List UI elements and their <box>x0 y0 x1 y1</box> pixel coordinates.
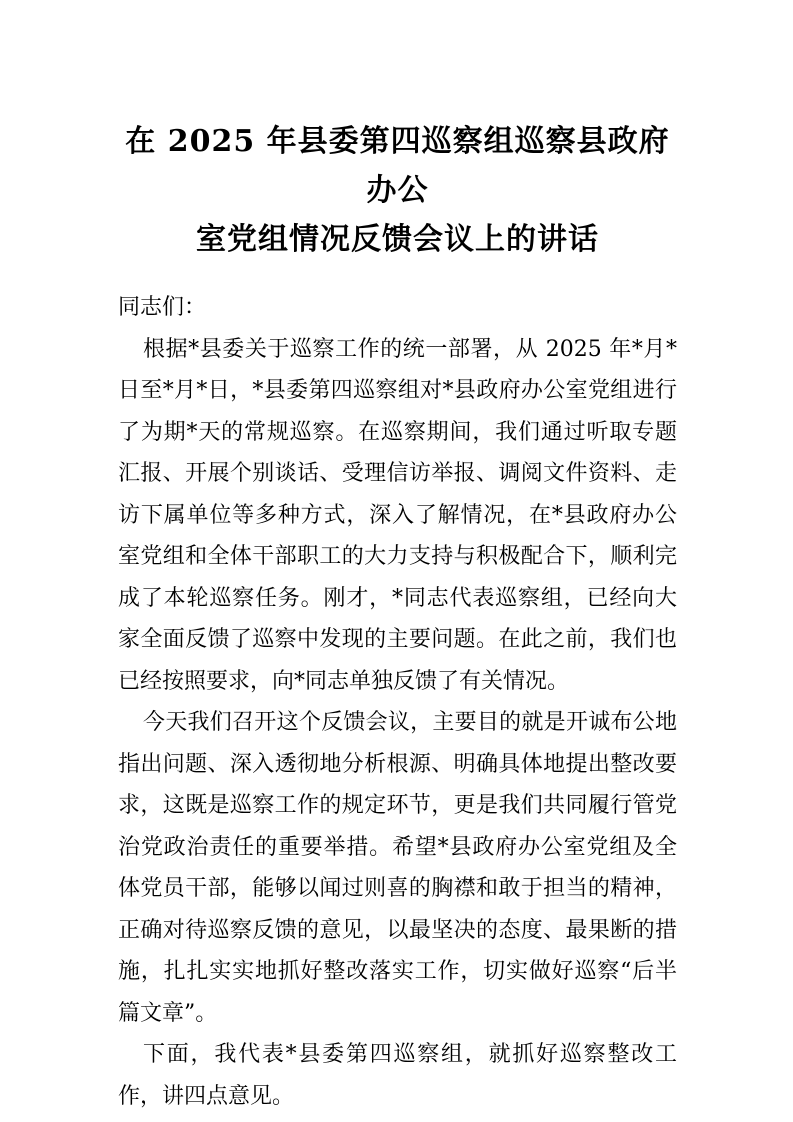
document-title <box>118 117 677 264</box>
document-title-line-1: 在 2025 年县委第四巡察组巡察县政府办公 <box>125 124 670 208</box>
document-title-line-2: 室党组情况反馈会议上的讲话 <box>196 222 599 257</box>
paragraph-2: 今天我们召开这个反馈会议，主要目的就是开诚布公地指出问题、深入透彻地分析根源、明确具体地提出整改要求，这既是巡察工作的规定环节，更是我们共同履行管党治党政治责任的重要举措。希望*县政府办公室党组及全体党员干部，能够以闻过则喜的胸襟和敢于担当的精神，正确对待巡察反馈的意见，以最坚决的态度、最果断的措施，扎扎实实地抓好整改落实工作，切实做好巡察“后半篇文章”。 <box>118 710 677 1026</box>
paragraph-3: 下面，我代表*县委第四巡察组，就抓好巡察整改工作，讲四点意见。 <box>118 1042 677 1109</box>
salutation: 同志们： <box>118 295 207 320</box>
paragraph-1: 根据*县委关于巡察工作的统一部署，从 2025 年*月*日至*月*日，*县委第四巡察组对*县政府办公室党组进行了为期*天的常规巡察。在巡察期间，我们通过听取专题汇报、开展个别谈话、受理信访举报、调阅文件资料、走访下属单位等多种方式，深入了解情况，在*县政府办公室党组和全体干部职工的大力支持与积极配合下，顺利完成了本轮巡察任务。刚才，*同志代表巡察组，已经向大家全面反馈了巡察中发现的主要问题。在此之前，我们也已经按照要求，向*同志单独反馈了有关情况。 <box>118 336 677 694</box>
document-body <box>118 287 677 1117</box>
